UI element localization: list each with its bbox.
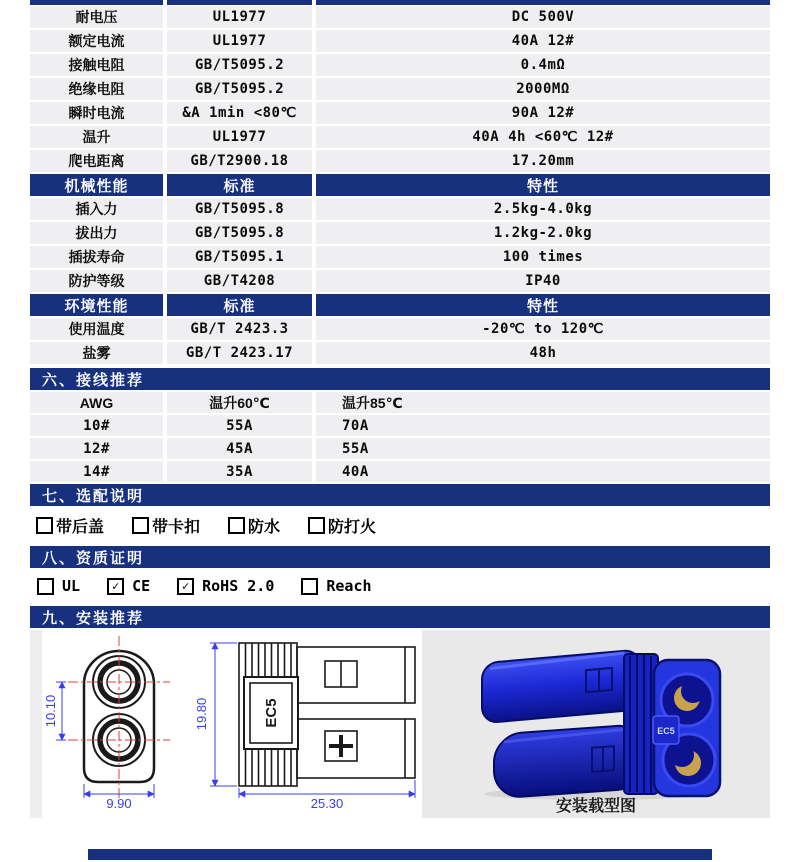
cert-reach[interactable] [301, 577, 371, 595]
footer-divider-bar [88, 849, 712, 860]
awg-size: 14# [30, 461, 163, 482]
table-row [30, 102, 770, 124]
spec-value: 90A 12# [316, 102, 770, 124]
awg-row [30, 438, 770, 459]
spec-value: 0.4mΩ [316, 54, 770, 76]
options-row [30, 508, 770, 542]
table-row [30, 126, 770, 148]
spec-value: 100 times [316, 246, 770, 268]
table-row [30, 318, 770, 340]
cert-ce[interactable] [107, 577, 150, 595]
dim-front-width: 9.90 [106, 796, 132, 811]
checkbox-icon[interactable] [301, 578, 318, 595]
table-row [30, 342, 770, 364]
table-row [30, 150, 770, 172]
certifications-row [30, 570, 770, 602]
spec-label: 拔出力 [30, 222, 163, 244]
spec-label: 瞬时电流 [30, 102, 163, 124]
cert-label: RoHS 2.0 [202, 577, 275, 595]
spec-standard: GB/T5095.1 [167, 246, 312, 268]
current-60: 45A [167, 438, 312, 459]
section-header-options: 七、选配说明 [30, 484, 770, 506]
spec-value: 2000MΩ [316, 78, 770, 100]
current-85: 40A [316, 461, 770, 482]
spec-standard: UL1977 [167, 6, 312, 28]
checkbox-icon[interactable] [36, 517, 53, 534]
dimension-lines [210, 643, 415, 798]
spec-standard: GB/T2900.18 [167, 150, 312, 172]
table-row [30, 54, 770, 76]
cut-header-row [30, 0, 770, 5]
awg-header-row [30, 392, 770, 413]
table-row [30, 270, 770, 292]
spec-standard: GB/T4208 [167, 270, 312, 292]
spec-label: 盐雾 [30, 342, 163, 364]
option-label: 防打火 [328, 518, 377, 536]
spec-value: 48h [316, 342, 770, 364]
spec-standard: GB/T5095.2 [167, 78, 312, 100]
option-label: 带后盖 [56, 518, 105, 536]
spec-standard: GB/T 2423.17 [167, 342, 312, 364]
spec-label: 额定电流 [30, 30, 163, 52]
technical-drawing [42, 630, 422, 818]
spec-label: 插入力 [30, 198, 163, 220]
spec-standard: GB/T 2423.3 [167, 318, 312, 340]
side-view-product-label: EC5 [263, 698, 280, 728]
awg-row [30, 461, 770, 482]
cut-header-cell [30, 0, 163, 5]
option-latch[interactable] [132, 514, 200, 537]
spec-value: 1.2kg-2.0kg [316, 222, 770, 244]
spec-value: IP40 [316, 270, 770, 292]
awg-size: 12# [30, 438, 163, 459]
spec-standard: GB/T5095.8 [167, 198, 312, 220]
environmental-title: 环境性能 [30, 294, 163, 316]
checkbox-icon[interactable] [308, 517, 325, 534]
spec-label: 耐电压 [30, 6, 163, 28]
spec-label: 插拔寿命 [30, 246, 163, 268]
standard-header: 标准 [167, 174, 312, 196]
spec-value: -20℃ to 120℃ [316, 318, 770, 340]
spec-sheet-content [30, 0, 770, 818]
awg-size: 10# [30, 415, 163, 436]
checkbox-checked-icon[interactable]: ✓ [177, 578, 194, 595]
current-85: 55A [316, 438, 770, 459]
panel-left-strip [30, 630, 42, 818]
option-label: 带卡扣 [152, 518, 201, 536]
spec-value: 17.20mm [316, 150, 770, 172]
cert-label: Reach [326, 577, 372, 595]
feature-header: 特性 [316, 294, 770, 316]
cert-label: CE [132, 577, 151, 595]
table-row [30, 222, 770, 244]
spec-label: 绝缘电阻 [30, 78, 163, 100]
awg-col-header: AWG [30, 392, 163, 413]
table-row [30, 246, 770, 268]
section-header-installation: 九、安装推荐 [30, 606, 770, 628]
spec-label: 防护等级 [30, 270, 163, 292]
section-header-wiring: 六、接线推荐 [30, 368, 770, 390]
spec-value: 2.5kg-4.0kg [316, 198, 770, 220]
current-85: 70A [316, 415, 770, 436]
table-row [30, 78, 770, 100]
checkbox-icon[interactable] [228, 517, 245, 534]
connector-dimension-drawing [42, 630, 422, 818]
option-waterproof[interactable] [228, 514, 280, 537]
spec-label: 爬电距离 [30, 150, 163, 172]
table-row [30, 198, 770, 220]
spec-standard: &A 1min <80℃ [167, 102, 312, 124]
render-product-label: EC5 [657, 726, 675, 736]
checkbox-icon[interactable] [37, 578, 54, 595]
feature-header: 特性 [316, 174, 770, 196]
connector-3d-render [422, 630, 770, 800]
checkbox-icon[interactable] [132, 517, 149, 534]
spec-standard: GB/T5095.8 [167, 222, 312, 244]
mechanical-title: 机械性能 [30, 174, 163, 196]
environmental-header-row [30, 294, 770, 316]
spec-value: 40A 4h <60℃ 12# [316, 126, 770, 148]
option-label: 防水 [248, 518, 281, 536]
spec-label: 接触电阻 [30, 54, 163, 76]
spec-standard: UL1977 [167, 30, 312, 52]
checkbox-checked-icon[interactable]: ✓ [107, 578, 124, 595]
table-row [30, 30, 770, 52]
current-60: 35A [167, 461, 312, 482]
spec-label: 温升 [30, 126, 163, 148]
dim-body-height: 19.80 [194, 697, 209, 731]
rise85-col-header: 温升85℃ [316, 392, 770, 413]
rise60-col-header: 温升60℃ [167, 392, 312, 413]
section-header-certifications: 八、资质证明 [30, 546, 770, 568]
dim-hole-pitch: 10.10 [43, 694, 58, 728]
cut-header-cell [316, 0, 770, 5]
option-rear-cover[interactable] [36, 514, 104, 537]
standard-header: 标准 [167, 294, 312, 316]
current-60: 55A [167, 415, 312, 436]
spec-standard: UL1977 [167, 126, 312, 148]
spec-standard: GB/T5095.2 [167, 54, 312, 76]
spec-value: 40A 12# [316, 30, 770, 52]
spec-label: 使用温度 [30, 318, 163, 340]
installation-caption: 安装载型图 [555, 798, 636, 815]
spec-value: DC 500V [316, 6, 770, 28]
installation-panel [30, 630, 770, 818]
cut-header-cell [167, 0, 312, 5]
table-row [30, 6, 770, 28]
cert-label: UL [62, 577, 81, 595]
option-anti-spark[interactable] [308, 514, 376, 537]
mechanical-header-row [30, 174, 770, 196]
installation-photo-panel [422, 630, 770, 818]
dim-body-length: 25.30 [310, 796, 344, 811]
cert-ul[interactable] [37, 577, 80, 595]
cert-rohs[interactable] [177, 577, 274, 595]
awg-row [30, 415, 770, 436]
